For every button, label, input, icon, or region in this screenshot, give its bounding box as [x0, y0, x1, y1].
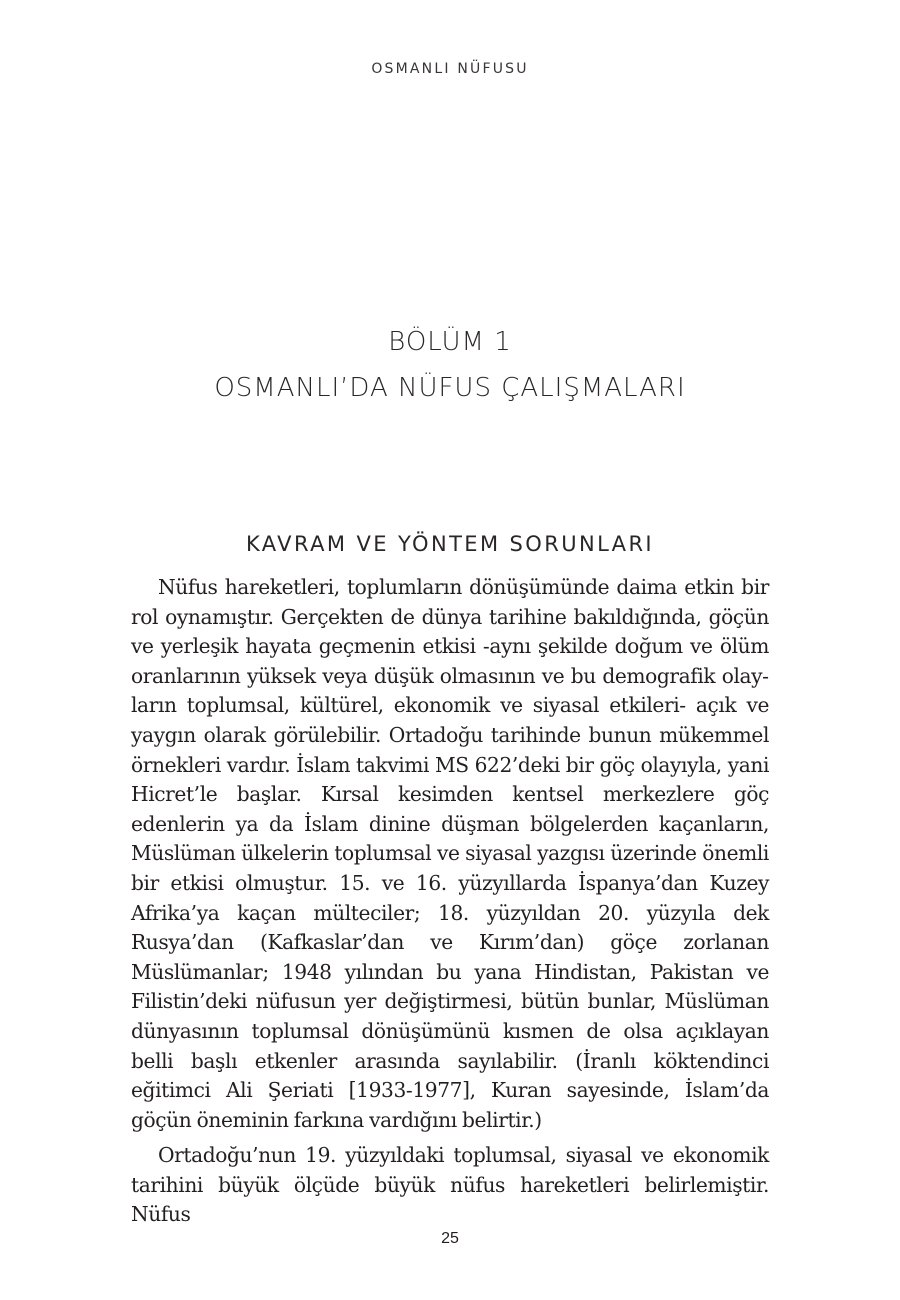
chapter-heading [0, 319, 900, 411]
paragraph-1: Nüfus hareketleri, toplumların dönüşümünde daima etkin bir rol oynamıştır. Gerçekten de dünya tarihine bakıldığında, göçün ve yerleşik hayata geçmenin etkisi -aynı şekilde doğum ve ölüm oranlarının yüksek veya düşük olmasının ve bu demografik olayların toplumsal, kültürel, ekonomik ve siyasal etkileri- açık ve yaygın olarak görülebilir. Ortadoğu tarihinde bunun mükemmel örnekleri vardır. İslam takvimi MS 622’deki bir göç olayıyla, yani Hicret’le başlar. Kırsal kesimden kentsel merkezlere göç edenlerin ya da İslam dinine düşman bölgelerden kaçanların, Müslüman ülkelerin toplumsal ve siyasal yazgısı üzerinde önemli bir etkisi olmuştur. 15. ve 16. yüzyıllarda İspanya’dan Kuzey Afrika’ya kaçan mülteciler; 18. yüzyıldan 20. yüzyıla dek Rusya’dan (Kafkaslar’dan ve Kırım’dan) göçe zorlanan Müslümanlar; 1948 yılından bu yana Hindistan, Pakistan ve Filistin’deki nüfusun yer değiştirmesi, bütün bunlar, Müslüman dünyasının toplumsal dönüşümünü kısmen de olsa açıklayan belli başlı etkenler arasında sayılabilir. (İranlı köktendinci eğitimci Ali Şeriati [1933-1977], Kuran sayesinde, İslam’da göçün öneminin farkına vardığını belirtir.) [131, 575, 769, 1132]
paragraph-2: Ortadoğu’nun 19. yüzyıldaki toplumsal, siyasal ve ekonomik tarihini büyük ölçüde büyük nüfus hareketleri belirlemiştir. Nüfus [131, 1143, 769, 1227]
running-header: OSMANLI NÜFUSU [371, 61, 529, 77]
body-text [131, 573, 769, 1236]
chapter-title: OSMANLI’DA NÜFUS ÇALIŞMALARI [214, 373, 686, 403]
section-title: KAVRAM VE YÖNTEM SORUNLARI [245, 532, 655, 556]
page-number: 25 [441, 1230, 459, 1247]
chapter-number: BÖLÜM 1 [388, 327, 512, 357]
